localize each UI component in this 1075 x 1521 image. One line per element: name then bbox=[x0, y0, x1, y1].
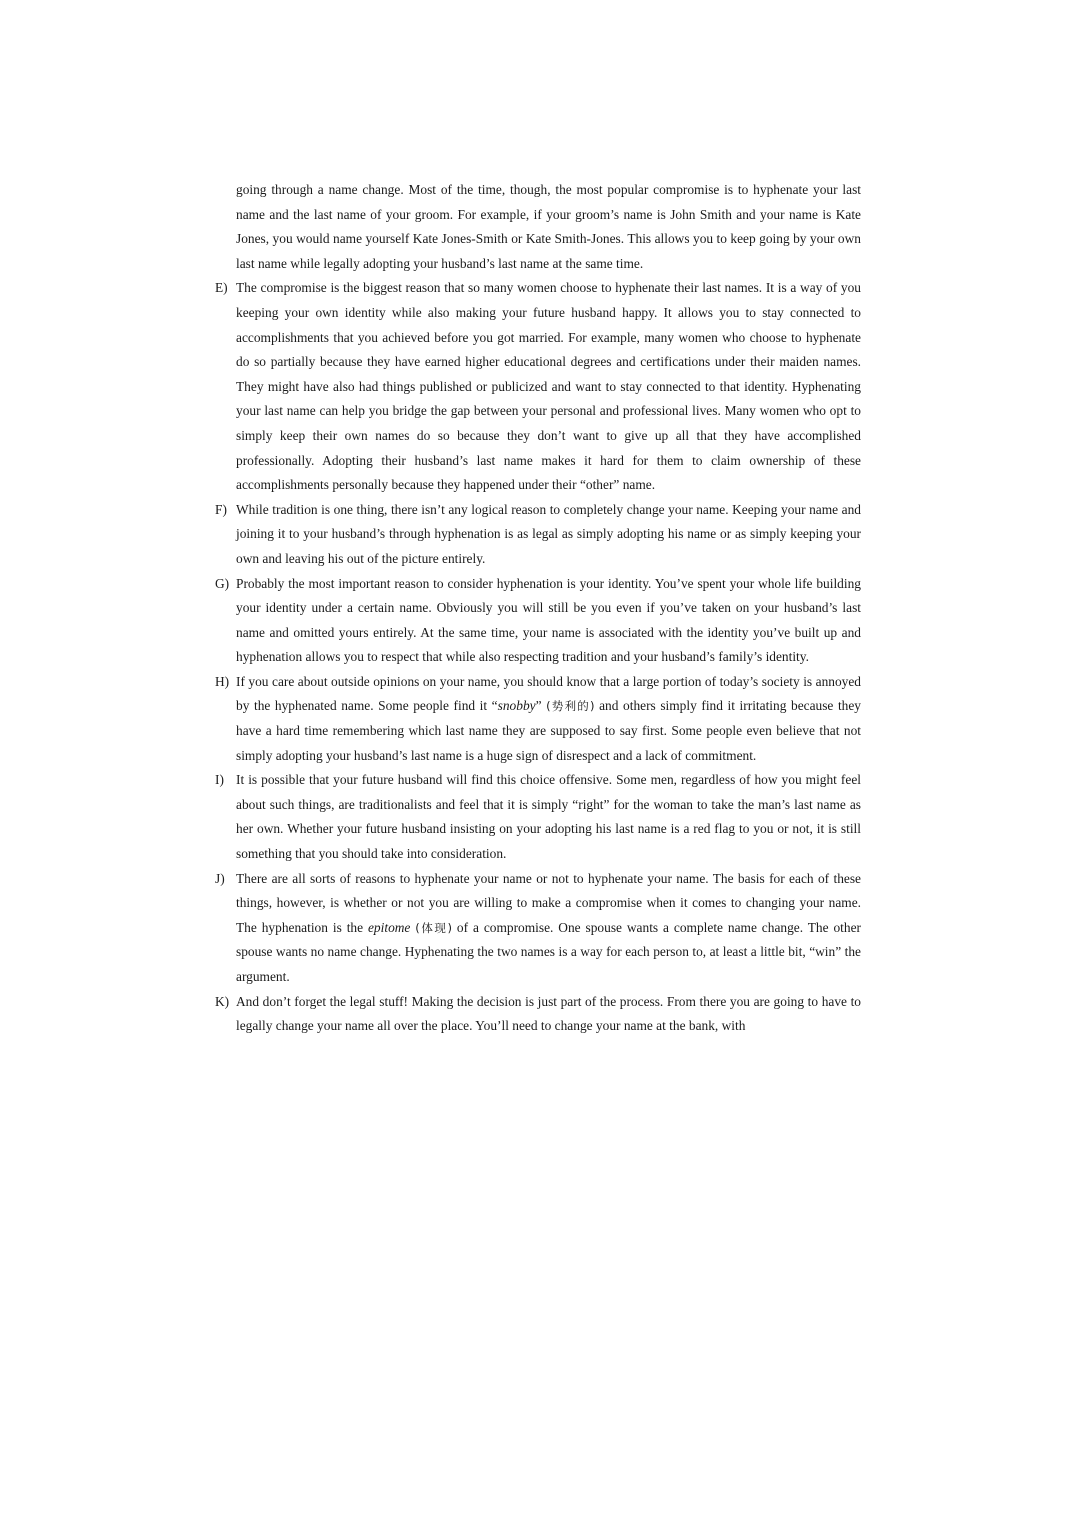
chinese-gloss: (势利的) bbox=[546, 699, 595, 714]
paragraph-j bbox=[215, 867, 861, 990]
paragraph-label: H) bbox=[215, 673, 230, 689]
paragraph-label: F) bbox=[215, 501, 227, 517]
paragraph-label: J) bbox=[215, 870, 225, 886]
paragraph-f bbox=[215, 498, 861, 572]
paragraph-text: Probably the most important reason to consider hyphenation is your identity. You’ve spent your whole life building your identity under a certain name. Obviously you will still be you even if you’ve taken on your husband’s last name and omitted yours entirely. At the same time, your name is associated with the identity you’ve built up and hyphenation allows you to respect that while also respecting tradition and your husband’s family’s identity. bbox=[236, 575, 861, 665]
paragraph-label: K) bbox=[215, 993, 230, 1009]
paragraph-text: It is possible that your future husband will find this choice offensive. Some men, regardless of how you might feel about such things, are traditionalists and feel that it is simply “right” for the woman to take the man’s last name as her own. Whether your future husband insisting on your adopting his last name is a red flag to you or not, it is still something that you should take into consideration. bbox=[236, 772, 861, 862]
paragraph-continuation bbox=[215, 178, 861, 276]
paragraph-k bbox=[215, 990, 861, 1039]
paragraph-text-start: If you care about outside opinions on your name, you should know that a large portion of today’s society is annoyed by the hyphenated name. Some people find it “ bbox=[236, 673, 861, 714]
paragraph-text: And don’t forget the legal stuff! Making the decision is just part of the process. From there you are going to have to legally change your name all over the place. You’ll need to change your name at the bank, with bbox=[236, 993, 861, 1034]
paragraph-text-end: and others simply find it irritating because they have a hard time remembering which last name they are supposed to say first. Some people even believe that not simply adopting your husband’s last name is a huge sign of disrespect and a lack of commitment. bbox=[236, 698, 862, 763]
paragraph-text: The compromise is the biggest reason that so many women choose to hyphenate their last names. It is a way of you keeping your own identity while also making your future husband happy. It allows you to stay connected to accomplishments that you achieved before you got married. For example, many women who choose to hyphenate do so partially because they have earned higher educational degrees and certifications under their maiden names. They might have also had things published or publicized and want to stay connected to that identity. Hyphenating your last name can help you bridge the gap between your personal and professional lives. Many women who opt to simply keep their own names do so because they don’t want to give up all that they have accomplished professionally. Adopting their husband’s last name makes it hard for them to claim ownership of these accomplishments personally because they happened under their “other” name. bbox=[236, 280, 861, 493]
document-page bbox=[215, 178, 861, 1039]
paragraph-label: I) bbox=[215, 772, 224, 788]
emphasized-word: snobby bbox=[497, 698, 536, 714]
paragraph-text-end: of a compromise. One spouse wants a complete name change. The other spouse wants no name change. Hyphenating the two names is a way for each person to, at least a little bit, “win” the argument. bbox=[236, 919, 861, 984]
paragraph-i bbox=[215, 768, 861, 866]
paragraph-e bbox=[215, 276, 861, 497]
paragraph-text: While tradition is one thing, there isn’t any logical reason to completely change your name. Keeping your name and joining it to your husband’s through hyphenation is as legal as simply adopting his name or as simply keeping your own and leaving his out of the picture entirely. bbox=[236, 501, 861, 566]
emphasized-word: epitome bbox=[367, 919, 411, 935]
paragraph-h bbox=[215, 670, 861, 768]
paragraph-text: going through a name change. Most of the time, though, the most popular compromise is to hyphenate your last name and the last name of your groom. For example, if your groom’s name is John Smith and your name is Kate Jones, you would name yourself Kate Jones-Smith or Kate Smith-Jones. This allows you to keep going by your own last name while legally adopting your husband’s last name at the same time. bbox=[236, 182, 861, 271]
chinese-gloss: (体现) bbox=[415, 920, 452, 935]
paragraph-text-start: There are all sorts of reasons to hyphenate your name or not to hyphenate your name. The basis for each of these things, however, is whether or not you are willing to make a compromise when it comes to changing your name. The hyphenation is the bbox=[236, 870, 861, 935]
paragraph-g bbox=[215, 572, 861, 670]
paragraph-label: G) bbox=[215, 575, 230, 591]
paragraph-label: E) bbox=[215, 280, 228, 296]
closing-quote: ” bbox=[535, 698, 547, 714]
